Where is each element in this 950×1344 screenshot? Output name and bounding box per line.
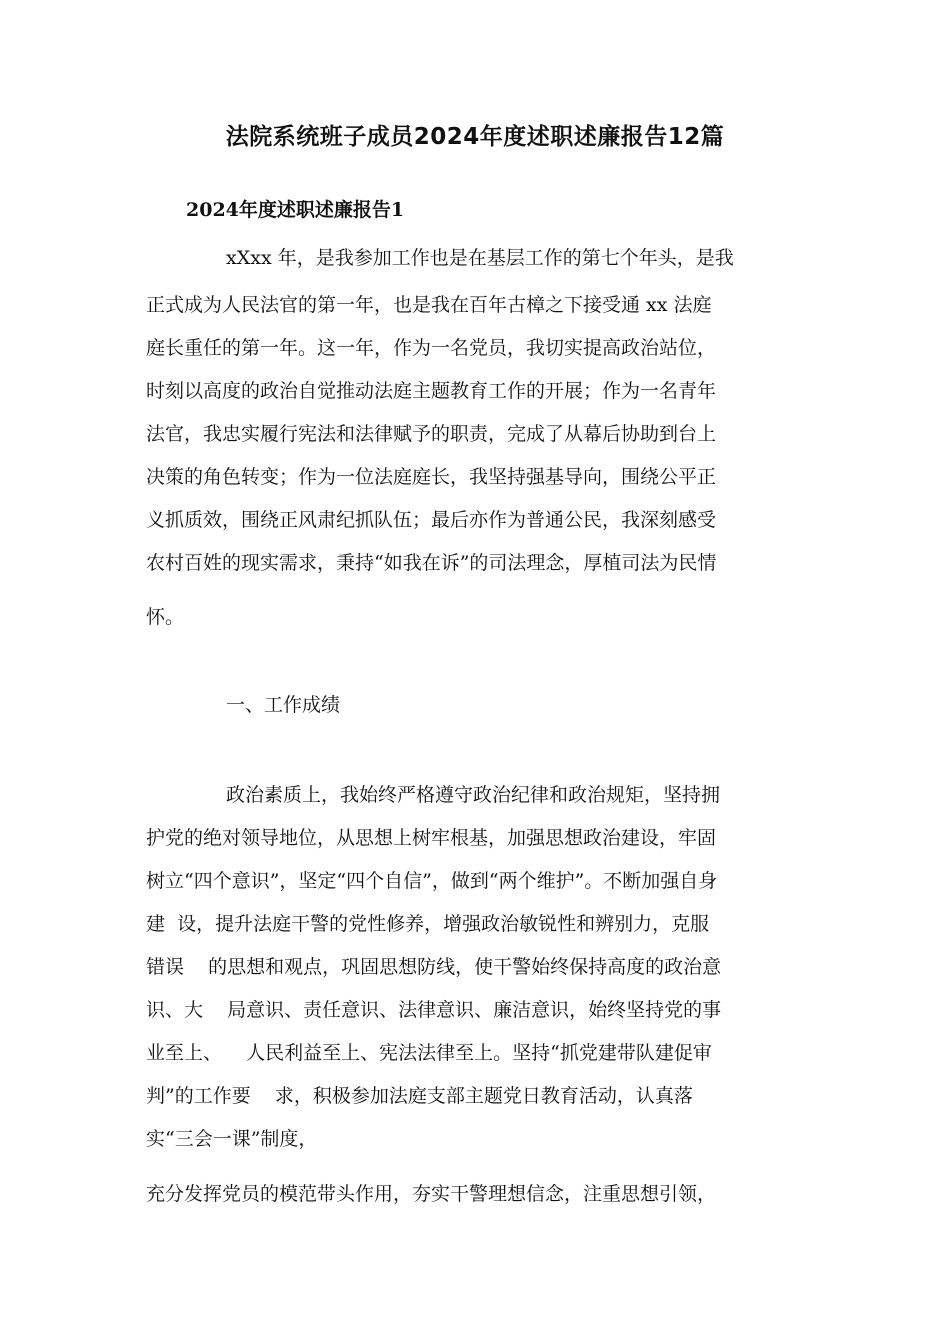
paragraph-2-line-6: 识、大 局意识、责任意识、法律意识、廉洁意识，始终坚持党的事 bbox=[146, 999, 722, 1021]
paragraph-1-line-6: 决策的角色转变；作为一位法庭庭长，我坚持强基导向，围绕公平正 bbox=[146, 466, 717, 488]
paragraph-1-line-4: 时刻以高度的政治自觉推动法庭主题教育工作的开展；作为一名青年 bbox=[146, 380, 717, 402]
document-title: 法院系统班子成员2024年度述职述廉报告12篇 bbox=[225, 124, 725, 150]
paragraph-2-line-2: 护党的绝对领导地位，从思想上树牢根基，加强思想政治建设，牢固 bbox=[146, 827, 717, 849]
paragraph-1-line-3: 庭长重任的第一年。这一年，作为一名党员，我切实提高政治站位， bbox=[146, 337, 717, 359]
paragraph-2-line-3: 树立“四个意识”，坚定“四个自信”，做到“两个维护”。不断加强自身 bbox=[146, 870, 718, 892]
report-subtitle: 2024年度述职述廉报告1 bbox=[186, 199, 405, 221]
paragraph-3-line-1: 充分发挥党员的模范带头作用，夯实干警理想信念，注重思想引领， bbox=[146, 1183, 717, 1205]
paragraph-2-line-1: 政治素质上，我始终严格遵守政治纪律和政治规矩，坚持拥 bbox=[226, 784, 721, 806]
paragraph-2-line-5: 错误 的思想和观点，巩固思想防线，使干警始终保持高度的政治意 bbox=[146, 956, 722, 978]
paragraph-1-line-7: 义抓质效，围绕正风肃纪抓队伍；最后亦作为普通公民，我深刻感受 bbox=[146, 509, 717, 531]
paragraph-2-line-8: 判”的工作要 求，积极参加法庭支部主题党日教育活动，认真落 bbox=[146, 1085, 693, 1107]
section-heading: 一、工作成绩 bbox=[226, 694, 341, 716]
paragraph-2-line-9: 实“三会一课”制度， bbox=[146, 1128, 318, 1150]
paragraph-1-line-8: 农村百姓的现实需求，秉持“如我在诉”的司法理念，厚植司法为民情 bbox=[146, 552, 717, 574]
paragraph-1-line-2: 正式成为人民法官的第一年，也是我在百年古樟之下接受通 xx 法庭 bbox=[146, 294, 712, 316]
paragraph-2-line-7: 业至上、 人民利益至上、宪法法律至上。坚持“抓党建带队建促审 bbox=[146, 1042, 712, 1064]
paragraph-1-line-5: 法官，我忠实履行宪法和法律赋予的职责，完成了从幕后协助到台上 bbox=[146, 423, 717, 445]
paragraph-1-line-1: xXxx 年，是我参加工作也是在基层工作的第七个年头，是我 bbox=[226, 247, 734, 269]
paragraph-2-line-4: 建 设，提升法庭干警的党性修养，增强政治敏锐性和辨别力，克服 bbox=[146, 913, 710, 935]
paragraph-1-line-9: 怀。 bbox=[146, 606, 185, 628]
